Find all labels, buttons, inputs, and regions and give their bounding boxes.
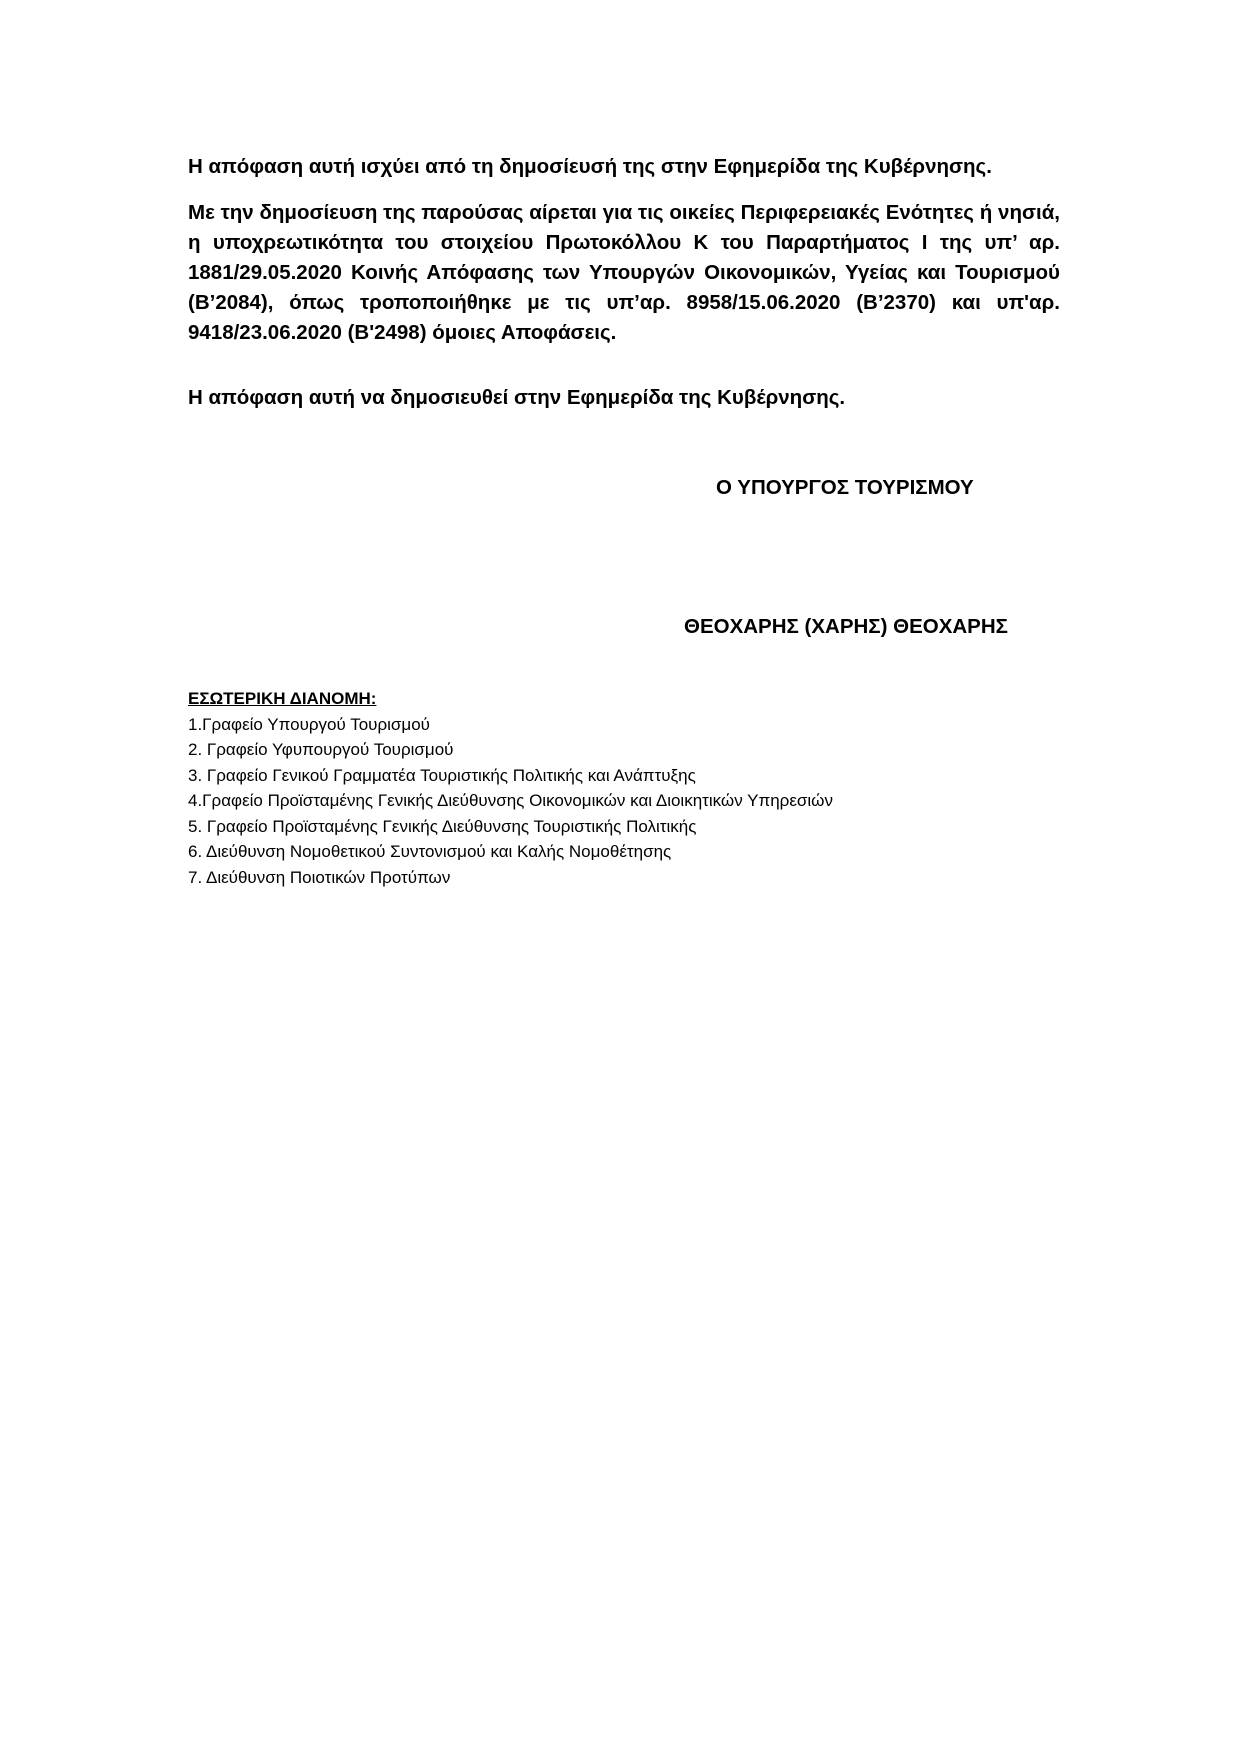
distribution-heading: ΕΣΩΤΕΡΙΚΗ ΔΙΑΝΟΜΗ: [188,689,377,708]
distribution-item: 6. Διεύθυνση Νομοθετικού Συντονισμού και Καλής Νομοθέτησης [188,842,672,861]
effective-date-paragraph: Η απόφαση αυτή ισχύει από τη δημοσίευσή της στην Εφημερίδα της Κυβέρνησης. [188,155,992,178]
distribution-item: 2. Γραφείο Υφυπουργού Τουρισμού [188,740,454,759]
distribution-item: 1.Γραφείο Υπουργού Τουρισμού [188,714,430,734]
protocol-repeal-paragraph: Με την δημοσίευση της παρούσας αίρεται για τις οικείες Περιφερειακές Ενότητες ή νησιά, η υποχρεωτικότητα του στοιχείου Πρωτοκόλλου Κ του Παραρτήματος Ι της υπ’ αρ. 1881/29.05.2020 Κοινής Απόφασης των Υπουργών Οικονομικών, Υγείας και Τουρισμού (Β’2084), όπως τροποποιήθηκε με τις υπ’αρ. 8958/15.06.2020 (Β’2370) και υπ'αρ. 9418/23.06.2020 (Β'2498) όμοιες Αποφάσεις. [188,201,1060,344]
distribution-item: 5. Γραφείο Προϊσταμένης Γενικής Διεύθυνσης Τουριστικής Πολιτικής [188,816,697,836]
publication-order-paragraph: Η απόφαση αυτή να δημοσιευθεί στην Εφημερίδα της Κυβέρνησης. [188,386,846,409]
distribution-item: 3. Γραφείο Γενικού Γραμματέα Τουριστικής Πολιτικής και Ανάπτυξης [188,765,696,785]
internal-distribution [188,686,1088,890]
distribution-list [188,712,1088,891]
signatory-title: Ο ΥΠΟΥΡΓΟΣ ΤΟΥΡΙΣΜΟΥ [716,476,974,499]
distribution-item: 4.Γραφείο Προϊσταμένης Γενικής Διεύθυνσης Οικονομικών και Διοικητικών Υπηρεσιών [188,791,833,810]
distribution-item: 7. Διεύθυνση Ποιοτικών Προτύπων [188,867,451,887]
signatory-name: ΘΕΟΧΑΡΗΣ (ΧΑΡΗΣ) ΘΕΟΧΑΡΗΣ [684,615,1008,638]
